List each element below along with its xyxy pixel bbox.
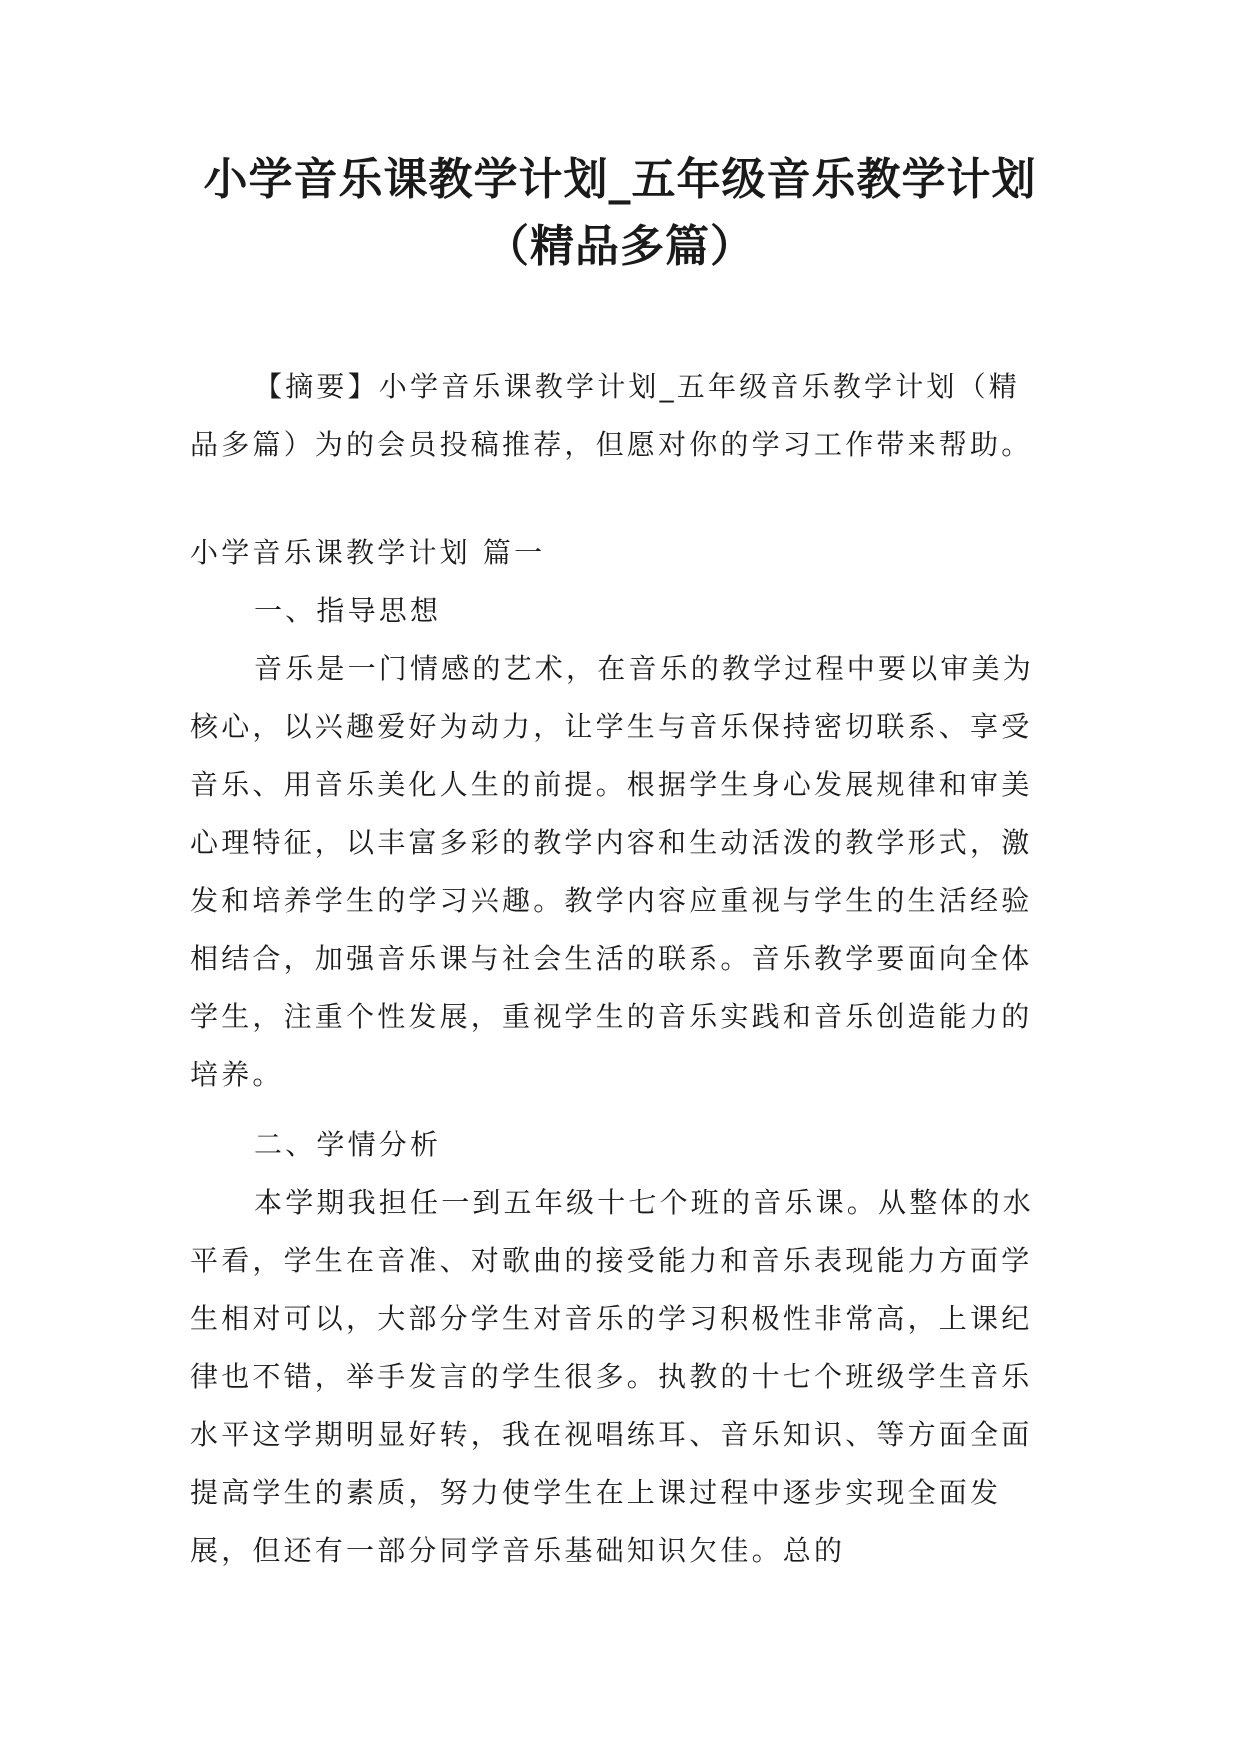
subsection-heading-guiding-ideology: 一、指导思想: [254, 594, 442, 627]
document-title-line1: 小学音乐课教学计划_五年级音乐教学计划: [203, 154, 1037, 205]
subsection-heading-student-analysis: 二、学情分析: [254, 1128, 442, 1161]
paragraph-student-analysis: 本学期我担任一到五年级十七个班的音乐课。从整体的水平看，学生在音准、对歌曲的接受能力和音乐表现能力方面学生相对可以，大部分学生对音乐的学习积极性非常高，上课纪律也不错，举手发言的学生很多。执教的十七个班级学生音乐水平这学期明显好转，我在视唱练耳、音乐知识、等方面全面提高学生的素质，努力使学生在上课过程中逐步实现全面发展，但还有一部分同学音乐基础知识欠佳。总的: [190, 1186, 1035, 1567]
abstract-paragraph: 【摘要】小学音乐课教学计划_五年级音乐教学计划（精品多篇）为的会员投稿推荐，但愿对你的学习工作带来帮助。: [190, 370, 1033, 461]
paragraph-guiding-ideology: 音乐是一门情感的艺术，在音乐的教学过程中要以审美为核心，以兴趣爱好为动力，让学生与音乐保持密切联系、享受音乐、用音乐美化人生的前提。根据学生身心发展规律和审美心理特征，以丰富多彩的教学内容和生动活泼的教学形式，激发和培养学生的学习兴趣。教学内容应重视与学生的生活经验相结合，加强音乐课与社会生活的联系。音乐教学要面向全体学生，注重个性发展，重视学生的音乐实践和音乐创造能力的培养。: [190, 652, 1035, 1091]
section-heading: 小学音乐课教学计划 篇一: [190, 536, 546, 569]
document-title-line2: （精品多篇）: [485, 221, 755, 272]
